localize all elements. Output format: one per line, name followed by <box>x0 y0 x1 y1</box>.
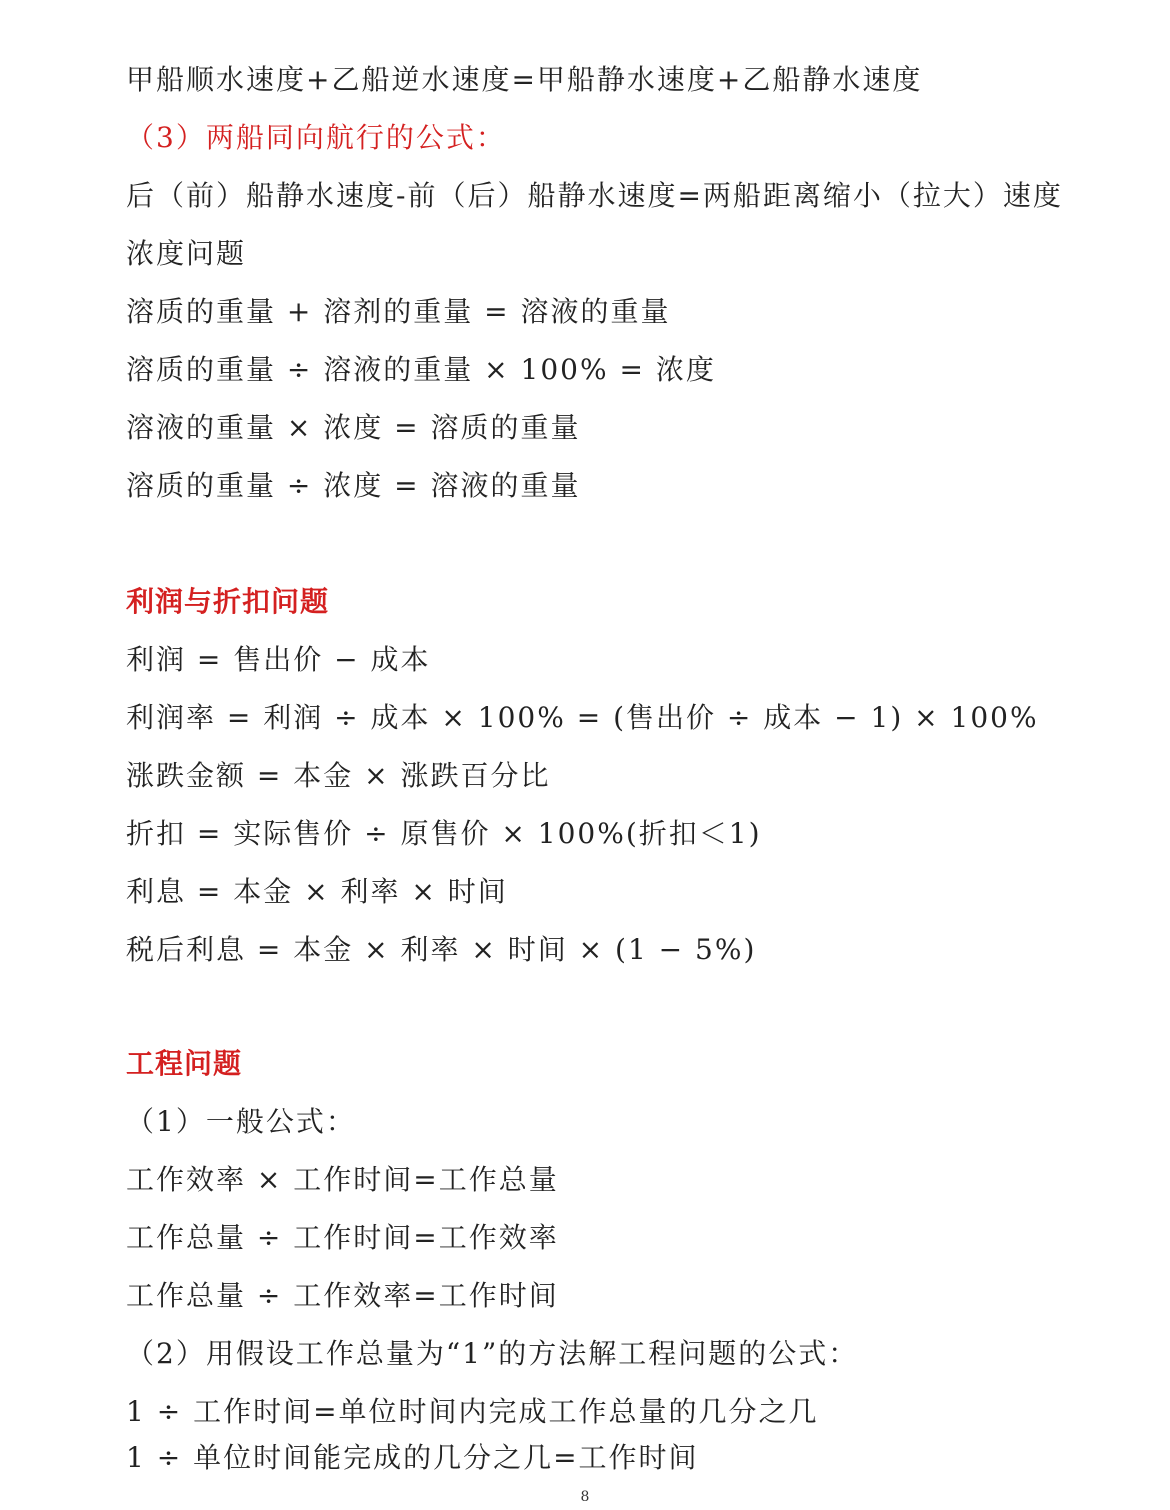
section-heading-engineering: 工程问题 <box>126 1047 243 1080</box>
formula-work-efficiency: 工作总量 ÷ 工作时间=工作效率 <box>126 1221 559 1254</box>
formula-discount: 折扣 = 实际售价 ÷ 原售价 × 100%(折扣＜1) <box>126 817 762 850</box>
formula-concentration-3: 溶液的重量 × 浓度 = 溶质的重量 <box>126 411 581 444</box>
formula-work-time: 工作总量 ÷ 工作效率=工作时间 <box>126 1279 559 1312</box>
page-number: 8 <box>580 1489 590 1505</box>
formula-profit-rate: 利润率 = 利润 ÷ 成本 × 100% = (售出价 ÷ 成本 − 1) × 100% <box>126 701 1039 734</box>
section-title-concentration: 浓度问题 <box>126 237 247 270</box>
formula-concentration-4: 溶质的重量 ÷ 浓度 = 溶液的重量 <box>126 469 581 502</box>
section-heading-profit-discount: 利润与折扣问题 <box>126 585 330 618</box>
formula-work-total: 工作效率 × 工作时间=工作总量 <box>126 1163 559 1196</box>
formula-boats-opposite-sum: 甲船顺水速度+乙船逆水速度=甲船静水速度+乙船静水速度 <box>126 63 923 96</box>
formula-concentration-2: 溶质的重量 ÷ 溶液的重量 × 100% = 浓度 <box>126 353 716 386</box>
subheading-general-formula: （1）一般公式： <box>126 1105 356 1138</box>
formula-time-from-fraction: 1 ÷ 单位时间能完成的几分之几=工作时间 <box>126 1441 699 1474</box>
subheading-assume-one: （2）用假设工作总量为“1”的方法解工程问题的公式： <box>126 1337 859 1370</box>
formula-concentration-1: 溶质的重量 + 溶剂的重量 = 溶液的重量 <box>126 295 671 328</box>
formula-change-amount: 涨跌金额 = 本金 × 涨跌百分比 <box>126 759 551 792</box>
subheading-same-direction: （3）两船同向航行的公式： <box>126 121 506 154</box>
formula-after-tax-interest: 税后利息 = 本金 × 利率 × 时间 × (1 − 5%) <box>126 933 757 966</box>
formula-boats-same-direction: 后（前）船静水速度-前（后）船静水速度=两船距离缩小（拉大）速度 <box>126 179 1063 212</box>
formula-unit-time-fraction: 1 ÷ 工作时间=单位时间内完成工作总量的几分之几 <box>126 1395 819 1428</box>
formula-profit: 利润 = 售出价 − 成本 <box>126 643 431 676</box>
formula-interest: 利息 = 本金 × 利率 × 时间 <box>126 875 508 908</box>
